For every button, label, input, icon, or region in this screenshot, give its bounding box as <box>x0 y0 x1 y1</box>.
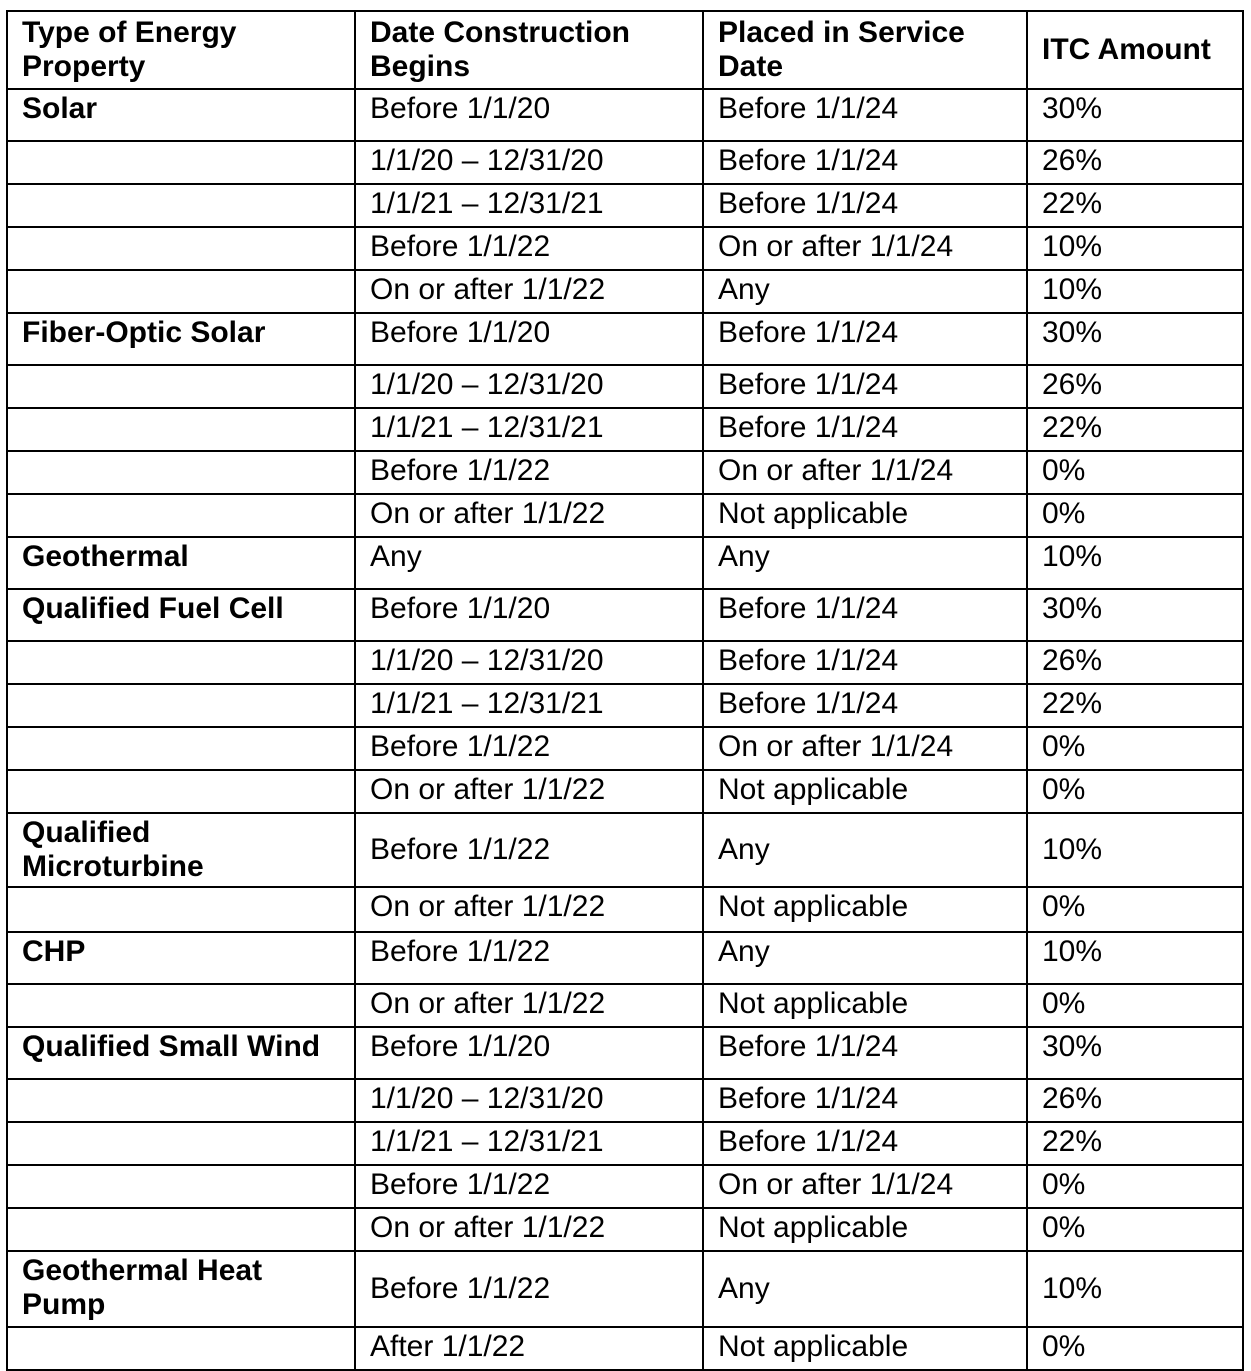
type-cell <box>7 1079 355 1122</box>
type-cell: Qualified Small Wind <box>7 1027 355 1079</box>
table-row <box>7 1027 1243 1079</box>
service-cell: Before 1/1/24 <box>703 684 1027 727</box>
itc-cell: 10% <box>1027 813 1243 887</box>
construction-cell: Before 1/1/20 <box>355 589 703 641</box>
table-row <box>7 770 1243 813</box>
table-row <box>7 537 1243 589</box>
construction-cell: 1/1/21 – 12/31/21 <box>355 684 703 727</box>
construction-cell: Before 1/1/22 <box>355 227 703 270</box>
type-cell <box>7 984 355 1027</box>
service-cell: Before 1/1/24 <box>703 589 1027 641</box>
construction-cell: 1/1/20 – 12/31/20 <box>355 641 703 684</box>
construction-cell: Before 1/1/22 <box>355 451 703 494</box>
service-cell: Before 1/1/24 <box>703 408 1027 451</box>
service-cell: Any <box>703 813 1027 887</box>
itc-table <box>6 10 1244 1371</box>
construction-cell: Before 1/1/20 <box>355 1027 703 1079</box>
construction-cell: 1/1/21 – 12/31/21 <box>355 184 703 227</box>
table-row <box>7 313 1243 365</box>
itc-cell: 0% <box>1027 727 1243 770</box>
type-cell <box>7 684 355 727</box>
service-cell: Not applicable <box>703 494 1027 537</box>
table-header <box>7 11 1243 89</box>
type-cell: Geothermal Heat Pump <box>7 1251 355 1327</box>
type-cell: Qualified Microturbine <box>7 813 355 887</box>
construction-cell: On or after 1/1/22 <box>355 270 703 313</box>
service-cell: On or after 1/1/24 <box>703 451 1027 494</box>
table-row <box>7 887 1243 932</box>
table-row <box>7 270 1243 313</box>
itc-cell: 30% <box>1027 589 1243 641</box>
type-cell <box>7 887 355 932</box>
itc-cell: 0% <box>1027 984 1243 1027</box>
table-row <box>7 1208 1243 1251</box>
service-cell: Before 1/1/24 <box>703 1027 1027 1079</box>
itc-cell: 10% <box>1027 932 1243 984</box>
service-cell: Before 1/1/24 <box>703 641 1027 684</box>
type-cell <box>7 770 355 813</box>
table-row <box>7 813 1243 887</box>
itc-cell: 0% <box>1027 1165 1243 1208</box>
itc-cell: 10% <box>1027 227 1243 270</box>
service-cell: Before 1/1/24 <box>703 184 1027 227</box>
service-cell: Any <box>703 932 1027 984</box>
itc-cell: 10% <box>1027 270 1243 313</box>
type-cell: Solar <box>7 89 355 141</box>
construction-cell: Before 1/1/22 <box>355 1251 703 1327</box>
table-row <box>7 641 1243 684</box>
service-cell: Any <box>703 270 1027 313</box>
table-row <box>7 408 1243 451</box>
type-cell: Fiber-Optic Solar <box>7 313 355 365</box>
itc-cell: 10% <box>1027 1251 1243 1327</box>
itc-cell: 0% <box>1027 1327 1243 1370</box>
table-row <box>7 451 1243 494</box>
type-cell <box>7 1208 355 1251</box>
construction-cell: 1/1/21 – 12/31/21 <box>355 1122 703 1165</box>
type-cell <box>7 141 355 184</box>
itc-cell: 22% <box>1027 1122 1243 1165</box>
service-cell: On or after 1/1/24 <box>703 1165 1027 1208</box>
construction-cell: On or after 1/1/22 <box>355 770 703 813</box>
header-type: Type of Energy Property <box>7 11 355 89</box>
construction-cell: Before 1/1/22 <box>355 727 703 770</box>
table-row <box>7 227 1243 270</box>
type-cell <box>7 1165 355 1208</box>
itc-cell: 0% <box>1027 494 1243 537</box>
table-row <box>7 1122 1243 1165</box>
itc-cell: 30% <box>1027 313 1243 365</box>
table-row <box>7 1165 1243 1208</box>
construction-cell: Before 1/1/20 <box>355 89 703 141</box>
header-construction: Date Construction Begins <box>355 11 703 89</box>
type-cell <box>7 1122 355 1165</box>
type-cell <box>7 1327 355 1370</box>
table-row <box>7 984 1243 1027</box>
type-cell <box>7 270 355 313</box>
itc-cell: 30% <box>1027 1027 1243 1079</box>
table-row <box>7 494 1243 537</box>
construction-cell: Before 1/1/22 <box>355 1165 703 1208</box>
table-row <box>7 184 1243 227</box>
table-row <box>7 141 1243 184</box>
itc-cell: 22% <box>1027 184 1243 227</box>
service-cell: Not applicable <box>703 984 1027 1027</box>
type-cell <box>7 365 355 408</box>
construction-cell: On or after 1/1/22 <box>355 887 703 932</box>
table-row <box>7 365 1243 408</box>
type-cell <box>7 494 355 537</box>
construction-cell: On or after 1/1/22 <box>355 984 703 1027</box>
type-cell <box>7 227 355 270</box>
construction-cell: Before 1/1/22 <box>355 932 703 984</box>
table-row <box>7 932 1243 984</box>
service-cell: Before 1/1/24 <box>703 141 1027 184</box>
construction-cell: Before 1/1/20 <box>355 313 703 365</box>
construction-cell: Any <box>355 537 703 589</box>
itc-cell: 26% <box>1027 1079 1243 1122</box>
table-row <box>7 89 1243 141</box>
type-cell <box>7 727 355 770</box>
service-cell: Not applicable <box>703 887 1027 932</box>
construction-cell: 1/1/20 – 12/31/20 <box>355 1079 703 1122</box>
type-cell: Geothermal <box>7 537 355 589</box>
service-cell: Before 1/1/24 <box>703 365 1027 408</box>
itc-cell: 30% <box>1027 89 1243 141</box>
type-cell <box>7 184 355 227</box>
service-cell: On or after 1/1/24 <box>703 227 1027 270</box>
itc-cell: 0% <box>1027 451 1243 494</box>
construction-cell: On or after 1/1/22 <box>355 1208 703 1251</box>
service-cell: Not applicable <box>703 1208 1027 1251</box>
construction-cell: 1/1/20 – 12/31/20 <box>355 365 703 408</box>
itc-cell: 22% <box>1027 408 1243 451</box>
table-body <box>7 89 1243 1370</box>
service-cell: Before 1/1/24 <box>703 1122 1027 1165</box>
construction-cell: 1/1/21 – 12/31/21 <box>355 408 703 451</box>
itc-cell: 0% <box>1027 770 1243 813</box>
service-cell: Before 1/1/24 <box>703 89 1027 141</box>
itc-cell: 26% <box>1027 641 1243 684</box>
type-cell: CHP <box>7 932 355 984</box>
table-row <box>7 589 1243 641</box>
header-itc: ITC Amount <box>1027 11 1243 89</box>
header-row <box>7 11 1243 89</box>
table-row <box>7 727 1243 770</box>
service-cell: Not applicable <box>703 770 1027 813</box>
service-cell: On or after 1/1/24 <box>703 727 1027 770</box>
type-cell <box>7 408 355 451</box>
type-cell <box>7 451 355 494</box>
service-cell: Any <box>703 1251 1027 1327</box>
table-row <box>7 684 1243 727</box>
itc-cell: 26% <box>1027 365 1243 408</box>
itc-cell: 0% <box>1027 887 1243 932</box>
construction-cell: 1/1/20 – 12/31/20 <box>355 141 703 184</box>
table-row <box>7 1251 1243 1327</box>
construction-cell: Before 1/1/22 <box>355 813 703 887</box>
service-cell: Not applicable <box>703 1327 1027 1370</box>
itc-cell: 26% <box>1027 141 1243 184</box>
service-cell: Before 1/1/24 <box>703 1079 1027 1122</box>
table-row <box>7 1327 1243 1370</box>
type-cell: Qualified Fuel Cell <box>7 589 355 641</box>
type-cell <box>7 641 355 684</box>
table-row <box>7 1079 1243 1122</box>
construction-cell: On or after 1/1/22 <box>355 494 703 537</box>
itc-cell: 10% <box>1027 537 1243 589</box>
service-cell: Before 1/1/24 <box>703 313 1027 365</box>
itc-cell: 0% <box>1027 1208 1243 1251</box>
header-service: Placed in Service Date <box>703 11 1027 89</box>
service-cell: Any <box>703 537 1027 589</box>
construction-cell: After 1/1/22 <box>355 1327 703 1370</box>
itc-cell: 22% <box>1027 684 1243 727</box>
